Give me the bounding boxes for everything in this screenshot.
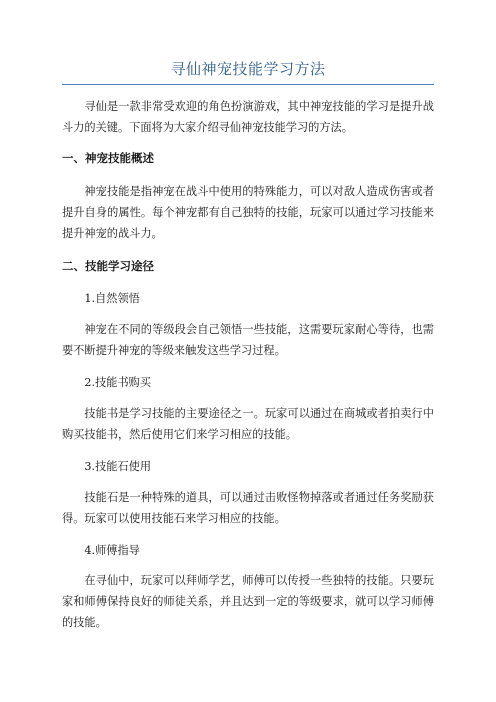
item-1-label: 1.自然领悟 xyxy=(84,292,140,305)
section-1-heading: 一、神宠技能概述 xyxy=(62,151,154,165)
item-2-label: 2.技能书购买 xyxy=(84,376,152,389)
document-title: 寻仙神宠技能学习方法 xyxy=(170,60,326,78)
item-3-paragraph: 技能石是一种特殊的道具，可以通过击败怪物掉落或者通过任务奖励获得。玩家可以使用技能石来学习相应的技能。 xyxy=(62,491,434,525)
section-2-heading: 二、技能学习途径 xyxy=(62,259,154,273)
intro-paragraph: 寻仙是一款非常受欢迎的角色扮演游戏，其中神宠技能的学习是提升战斗力的关键。下面将为大家介绍寻仙神宠技能学习的方法。 xyxy=(62,100,434,134)
item-3-label: 3.技能石使用 xyxy=(84,460,152,473)
item-4-label: 4.师傅指导 xyxy=(84,544,140,557)
item-1-paragraph: 神宠在不同的等级段会自己领悟一些技能，这需要玩家耐心等待，也需要不断提升神宠的等级来触发这些学习过程。 xyxy=(62,323,434,357)
section-1-paragraph: 神宠技能是指神宠在战斗中使用的特殊能力，可以对敌人造成伤害或者提升自身的属性。每个神宠都有自己独特的技能，玩家可以通过学习技能来提升神宠的战斗力。 xyxy=(62,185,434,240)
title-underline xyxy=(62,84,434,85)
item-2-paragraph: 技能书是学习技能的主要途径之一。玩家可以通过在商城或者拍卖行中购买技能书，然后使用它们来学习相应的技能。 xyxy=(62,407,434,441)
item-4-paragraph: 在寻仙中，玩家可以拜师学艺，师傅可以传授一些独特的技能。只要玩家和师傅保持良好的师徒关系，并且达到一定的等级要求，就可以学习师傅的技能。 xyxy=(62,574,434,629)
